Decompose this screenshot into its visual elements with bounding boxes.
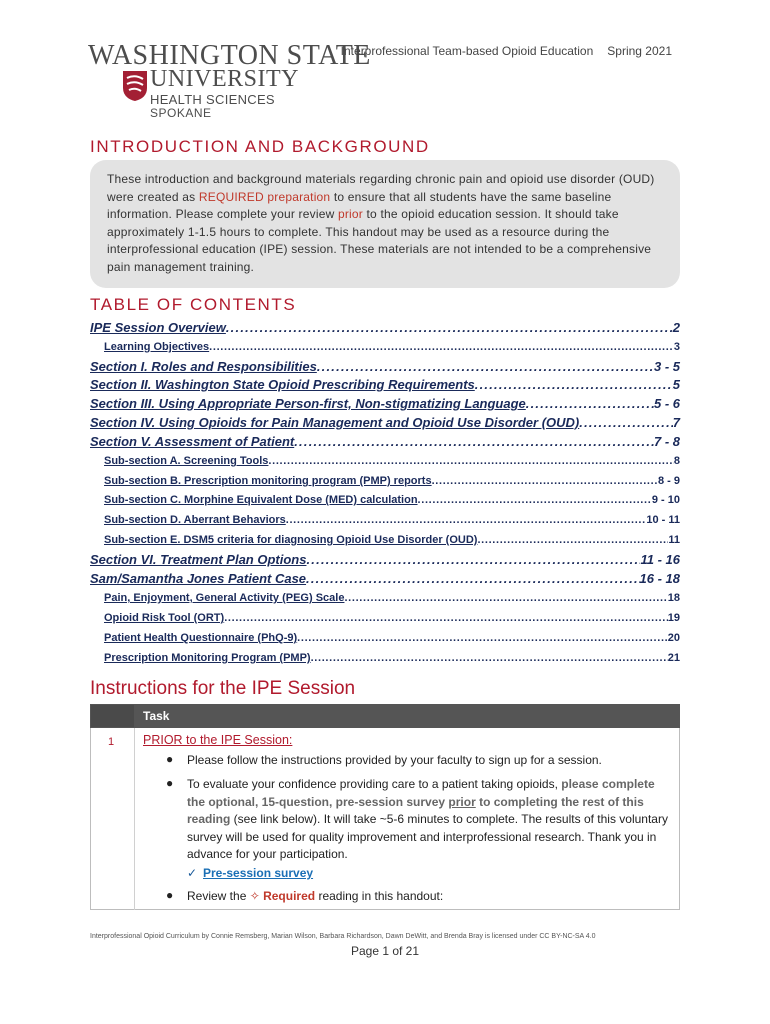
pre-session-survey-link[interactable]: Pre-session survey	[203, 866, 314, 880]
toc-entry[interactable]: Section VI. Treatment Plan Options . . . 11 - 16	[90, 552, 680, 570]
wsu-crest-icon	[122, 70, 148, 102]
license-footer: Interprofessional Opioid Curriculum by Connie Remsberg, Marian Wilson, Barbara Richardson, Dawn DeWitt, and Brenda Bray is licensed under CC BY-NC-SA 4.0	[90, 933, 596, 940]
running-header	[341, 44, 672, 58]
toc-entry[interactable]: Section V. Assessment of Patient . . . 7 - 8	[90, 434, 680, 452]
table-header-task: Task	[143, 709, 170, 723]
toc-entry[interactable]: Patient Health Questionnaire (PhQ-9) . . . 20	[104, 632, 680, 650]
toc-heading: TABLE OF CONTENTS	[90, 295, 297, 314]
row-number: 1	[108, 736, 115, 748]
toc-entry[interactable]: Sub-section B. Prescription monitoring program (PMP) reports . . . 8 - 9	[104, 475, 680, 493]
prior-emphasis: prior	[337, 207, 363, 222]
toc-entry[interactable]: Sub-section A. Screening Tools . . . 8	[104, 455, 680, 473]
bullet-icon: ●	[166, 888, 174, 902]
toc-entry[interactable]: Section II. Washington State Opioid Prescribing Requirements . . . 5	[90, 377, 680, 395]
instruction-signup: Please follow the instructions provided by your faculty to sign up for a session.	[187, 753, 602, 767]
toc-entry[interactable]: Section III. Using Appropriate Person-first, Non-stigmatizing Language . . . 5 - 6	[90, 396, 680, 414]
page-number: Page 1 of 21	[350, 944, 420, 958]
toc-entry[interactable]: Sub-section E. DSM5 criteria for diagnosing Opioid Use Disorder (OUD) . . . 11	[104, 534, 680, 552]
header-term: Spring 2021	[607, 44, 672, 58]
toc-entry[interactable]: Learning Objectives . . . 3	[104, 341, 680, 359]
instruction-review: Review the ✧ Required reading in this handout:	[187, 889, 444, 903]
intro-paragraph: These introduction and background materials regarding chronic pain and opioid use disorder (OUD) were created as REQUIRED preparation to ensure that all students have the same baseline information. Please complete your review prior to the opioid education session. It should take approximately 1-1.5 hours to complete. This handout may be used as a resource during the interprofessional education (IPE) session. These materials are not intended to be a comprehensive pain management training.	[107, 172, 655, 274]
logo-line-health-sciences: HEALTH SCIENCES	[150, 92, 275, 107]
instruction-survey: To evaluate your confidence providing care to a patient taking opioids, please complete the optional, 15-question, pre-session survey prior to completing the rest of this reading (see link below). It will take ~5-6 minutes to complete. The results of this voluntary survey will be used for quality improvement and interprofessional research. Thank you in advance for your participation.	[187, 777, 668, 862]
bullet-icon: ●	[166, 752, 174, 766]
toc-entry[interactable]: Sam/Samantha Jones Patient Case . . . 16 - 18	[90, 571, 680, 589]
toc-entry[interactable]: Sub-section C. Morphine Equivalent Dose (MED) calculation . . . 9 - 10	[104, 494, 680, 512]
table-header-row	[90, 704, 680, 728]
toc-entry[interactable]: Section I. Roles and Responsibilities . . . 3 - 5	[90, 359, 680, 377]
toc-entry[interactable]: Section IV. Using Opioids for Pain Management and Opioid Use Disorder (OUD) . . . 7	[90, 415, 680, 433]
toc-entry[interactable]: Sub-section D. Aberrant Behaviors . . . 10 - 11	[104, 514, 680, 532]
required-star-icon: ✧	[249, 889, 264, 903]
checkmark-icon: ✓	[187, 866, 198, 880]
toc-entry[interactable]: Opioid Risk Tool (ORT) . . . 19	[104, 612, 680, 630]
intro-heading: INTRODUCTION AND BACKGROUND	[90, 137, 430, 156]
toc-entry[interactable]: Pain, Enjoyment, General Activity (PEG) Scale . . . 18	[104, 592, 680, 610]
required-preparation: REQUIRED preparation	[198, 189, 331, 204]
header-course: Interprofessional Team-based Opioid Education	[340, 44, 594, 58]
toc-entry[interactable]: Prescription Monitoring Program (PMP) . . . 21	[104, 652, 680, 670]
logo-line-university: UNIVERSITY	[150, 66, 299, 92]
table-header-number-cell	[91, 705, 134, 727]
logo-line-spokane: SPOKANE	[150, 106, 212, 120]
toc-entry[interactable]: IPE Session Overview . . . 2	[90, 320, 680, 338]
prior-session-heading: PRIOR to the IPE Session:	[143, 733, 293, 747]
logo-line-washington-state: WASHINGTON STATE	[88, 40, 371, 71]
instructions-heading: Instructions for the IPE Session	[90, 678, 356, 699]
bullet-icon: ●	[166, 776, 174, 790]
column-divider	[134, 728, 135, 910]
